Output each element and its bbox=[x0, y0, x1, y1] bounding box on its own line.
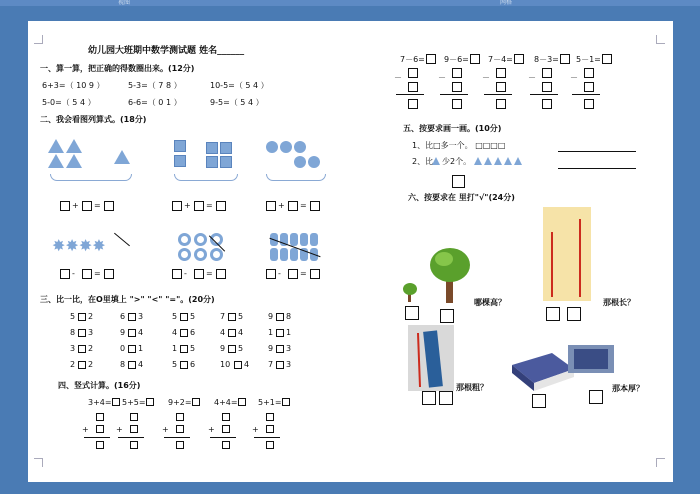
digit-box[interactable] bbox=[130, 425, 138, 433]
equation: 8－3= bbox=[534, 55, 559, 64]
equals-sign: = bbox=[300, 201, 307, 210]
star-icon: ✸✸✸✸ bbox=[52, 236, 106, 255]
compare-right: 5 bbox=[238, 312, 244, 321]
compare-box[interactable] bbox=[78, 313, 86, 321]
face-icon bbox=[294, 141, 306, 153]
compare-left: 9 bbox=[120, 328, 126, 337]
plus-sign: + bbox=[184, 201, 191, 210]
s1-item: 10-5=（ 5 4 ） bbox=[210, 81, 269, 90]
plus-sign: + bbox=[72, 201, 79, 210]
compare-box[interactable] bbox=[180, 329, 188, 337]
digit-box[interactable] bbox=[266, 413, 274, 421]
sum-line bbox=[84, 437, 110, 438]
digit-box[interactable] bbox=[496, 99, 506, 109]
digit-box[interactable] bbox=[496, 68, 506, 78]
digit-box[interactable] bbox=[222, 413, 230, 421]
equals-sign: = bbox=[300, 269, 307, 278]
minus-sign: - bbox=[72, 269, 75, 278]
equation: 3+4= bbox=[88, 398, 112, 407]
pens-illustration bbox=[408, 325, 454, 391]
pencils-illustration bbox=[543, 207, 591, 301]
q1-label: 哪棵高？ bbox=[474, 298, 506, 307]
face-icon bbox=[266, 141, 278, 153]
digit-box[interactable] bbox=[542, 99, 552, 109]
check-box[interactable] bbox=[439, 391, 453, 405]
triangle-icon bbox=[504, 157, 512, 165]
cylinder-icon bbox=[290, 248, 298, 261]
diff-line bbox=[530, 94, 558, 95]
compare-left: 5 bbox=[70, 312, 76, 321]
answer-box[interactable] bbox=[282, 398, 290, 406]
triangle-icon bbox=[48, 139, 64, 153]
check-box[interactable] bbox=[405, 306, 419, 320]
triangle-icon bbox=[484, 157, 492, 165]
answer-box[interactable] bbox=[266, 269, 276, 279]
compare-left: 4 bbox=[172, 328, 178, 337]
compare-left: 1 bbox=[268, 328, 274, 337]
compare-left: 8 bbox=[70, 328, 76, 337]
minus-sign: － bbox=[394, 73, 402, 82]
compare-box[interactable] bbox=[276, 361, 284, 369]
answer-box[interactable] bbox=[560, 54, 570, 64]
compare-right: 4 bbox=[244, 360, 250, 369]
check-box[interactable] bbox=[546, 307, 560, 321]
answer-box[interactable] bbox=[514, 54, 524, 64]
equals-sign: = bbox=[94, 269, 101, 278]
triangle-icon bbox=[48, 154, 64, 168]
block-icon bbox=[206, 142, 218, 154]
diff-line bbox=[440, 94, 468, 95]
face-icon bbox=[294, 156, 306, 168]
ribbon-label-left: 视图 bbox=[118, 0, 131, 6]
block-icon bbox=[206, 156, 218, 168]
equation: 5－1= bbox=[576, 55, 601, 64]
triangle-icon bbox=[66, 139, 82, 153]
compare-left: 0 bbox=[120, 344, 126, 353]
digit-box[interactable] bbox=[96, 413, 104, 421]
block-icon bbox=[174, 140, 186, 152]
compare-left: 4 bbox=[220, 328, 226, 337]
section-1-heading: 一、算一算，把正确的得数圈出来。(12分) bbox=[40, 64, 195, 73]
answer-box[interactable] bbox=[104, 269, 114, 279]
section-4-heading: 四、竖式计算。(16分) bbox=[58, 381, 141, 390]
block-icon bbox=[220, 156, 232, 168]
compare-box[interactable] bbox=[228, 345, 236, 353]
answer-box[interactable] bbox=[238, 398, 246, 406]
s1-item: 9-5=（ 5 4 ） bbox=[210, 98, 264, 107]
digit-box[interactable] bbox=[584, 99, 594, 109]
plus-sign: + bbox=[278, 201, 285, 210]
compare-left: 1 bbox=[172, 344, 178, 353]
sum-line bbox=[164, 437, 190, 438]
ribbon-strip bbox=[0, 0, 700, 6]
face-icon bbox=[280, 141, 292, 153]
compare-right: 4 bbox=[138, 360, 144, 369]
digit-box[interactable] bbox=[496, 82, 506, 92]
tree-illustration bbox=[400, 245, 470, 305]
minus-sign: - bbox=[184, 269, 187, 278]
digit-box[interactable] bbox=[584, 68, 594, 78]
group-brace bbox=[50, 174, 132, 181]
digit-box[interactable] bbox=[222, 441, 230, 449]
s1-item: 5-3=（ 7 8 ） bbox=[128, 81, 182, 90]
equation: 5+1= bbox=[258, 398, 282, 407]
s5-item-1: 1、比□多一个。 □□□□ bbox=[412, 141, 506, 150]
equals-sign: = bbox=[206, 201, 213, 210]
compare-box[interactable] bbox=[78, 361, 86, 369]
equation: 7－4= bbox=[488, 55, 513, 64]
check-box[interactable] bbox=[532, 394, 546, 408]
equation: 9+2= bbox=[168, 398, 192, 407]
compare-box[interactable] bbox=[180, 361, 188, 369]
answer-box[interactable] bbox=[60, 269, 70, 279]
section-5-heading: 五、按要求画一画。(10分) bbox=[403, 124, 502, 133]
answer-box[interactable] bbox=[470, 54, 480, 64]
cylinder-icon bbox=[280, 248, 288, 261]
crop-mark bbox=[34, 35, 43, 44]
digit-box[interactable] bbox=[266, 441, 274, 449]
block-icon bbox=[174, 155, 186, 167]
digit-box[interactable] bbox=[408, 68, 418, 78]
ring-icon bbox=[210, 248, 223, 261]
digit-box[interactable] bbox=[452, 82, 462, 92]
answer-box[interactable] bbox=[172, 269, 182, 279]
answer-box[interactable] bbox=[288, 201, 298, 211]
equals-sign: = bbox=[94, 201, 101, 210]
digit-box[interactable] bbox=[176, 413, 184, 421]
answer-box[interactable] bbox=[216, 269, 226, 279]
answer-box[interactable] bbox=[146, 398, 154, 406]
draw-line bbox=[558, 151, 636, 152]
equation: 9－6= bbox=[444, 55, 469, 64]
compare-left: 9 bbox=[268, 312, 274, 321]
cylinder-icon bbox=[300, 233, 308, 246]
compare-right: 2 bbox=[88, 344, 94, 353]
minus-sign: - bbox=[278, 269, 281, 278]
compare-right: 4 bbox=[138, 328, 144, 337]
digit-box[interactable] bbox=[130, 441, 138, 449]
section-3-heading: 三、比一比，在O里填上 ">" "<" "="。(20分) bbox=[40, 295, 215, 304]
equation: 7－6= bbox=[400, 55, 425, 64]
crop-mark bbox=[34, 458, 43, 467]
s5-item-2-tail: 少2个。 bbox=[442, 157, 472, 166]
answer-box[interactable] bbox=[266, 201, 276, 211]
draw-line bbox=[558, 168, 636, 169]
digit-box[interactable] bbox=[130, 413, 138, 421]
plus-sign: + bbox=[208, 425, 215, 434]
check-box[interactable] bbox=[567, 307, 581, 321]
crop-mark bbox=[656, 35, 665, 44]
check-box[interactable] bbox=[422, 391, 436, 405]
compare-right: 5 bbox=[238, 344, 244, 353]
q3-label: 那根粗？ bbox=[456, 383, 488, 392]
equation: 4+4= bbox=[214, 398, 238, 407]
triangle-icon bbox=[114, 150, 130, 164]
compare-right: 3 bbox=[138, 312, 144, 321]
compare-left: 3 bbox=[70, 344, 76, 353]
compare-left: 8 bbox=[120, 360, 126, 369]
compare-left: 6 bbox=[120, 312, 126, 321]
triangle-icon bbox=[66, 154, 82, 168]
plus-sign: + bbox=[162, 425, 169, 434]
q4-label: 那本厚？ bbox=[612, 384, 644, 393]
diff-line bbox=[484, 94, 512, 95]
answer-box[interactable] bbox=[288, 269, 298, 279]
compare-box[interactable] bbox=[78, 345, 86, 353]
s1-item: 6-6=（ 0 1 ） bbox=[128, 98, 182, 107]
check-box[interactable] bbox=[440, 309, 454, 323]
compare-right: 1 bbox=[138, 344, 144, 353]
check-box[interactable] bbox=[589, 390, 603, 404]
s5-item-2: 2、比 bbox=[412, 157, 434, 166]
compare-left: 9 bbox=[220, 344, 226, 353]
answer-box[interactable] bbox=[426, 54, 436, 64]
compare-left: 7 bbox=[220, 312, 226, 321]
face-icon bbox=[308, 156, 320, 168]
cylinder-icon bbox=[290, 233, 298, 246]
answer-box[interactable] bbox=[82, 269, 92, 279]
triangle-icon bbox=[432, 157, 440, 165]
triangle-icon bbox=[474, 157, 482, 165]
compare-box[interactable] bbox=[276, 345, 284, 353]
group-brace bbox=[266, 174, 326, 181]
compare-right: 4 bbox=[238, 328, 244, 337]
compare-box[interactable] bbox=[78, 329, 86, 337]
minus-sign: － bbox=[482, 73, 490, 82]
compare-box[interactable] bbox=[228, 329, 236, 337]
s1-item: 6+3=（ 10 9 ） bbox=[42, 81, 105, 90]
compare-box[interactable] bbox=[276, 313, 284, 321]
compare-right: 6 bbox=[190, 360, 196, 369]
triangle-icon bbox=[514, 157, 522, 165]
compare-box[interactable] bbox=[228, 313, 236, 321]
digit-box[interactable] bbox=[222, 425, 230, 433]
compare-left: 5 bbox=[172, 360, 178, 369]
compare-box[interactable] bbox=[180, 313, 188, 321]
answer-box[interactable] bbox=[194, 201, 204, 211]
compare-right: 5 bbox=[190, 312, 196, 321]
answer-box[interactable] bbox=[104, 201, 114, 211]
compare-left: 9 bbox=[268, 344, 274, 353]
answer-box[interactable] bbox=[82, 201, 92, 211]
compare-box[interactable] bbox=[128, 361, 136, 369]
ring-icon bbox=[194, 233, 207, 246]
sum-line bbox=[254, 437, 280, 438]
equals-sign: = bbox=[206, 269, 213, 278]
cylinder-icon bbox=[270, 248, 278, 261]
compare-right: 6 bbox=[190, 328, 196, 337]
answer-box[interactable] bbox=[192, 398, 200, 406]
compare-box[interactable] bbox=[180, 345, 188, 353]
block-icon bbox=[220, 142, 232, 154]
digit-box[interactable] bbox=[584, 82, 594, 92]
digit-box[interactable] bbox=[542, 82, 552, 92]
plus-sign: + bbox=[252, 425, 259, 434]
digit-box[interactable] bbox=[96, 425, 104, 433]
ribbon-label-right: 网格 bbox=[500, 0, 513, 6]
sum-line bbox=[118, 437, 144, 438]
ring-icon bbox=[194, 248, 207, 261]
compare-right: 2 bbox=[88, 360, 94, 369]
answer-box[interactable] bbox=[310, 201, 320, 211]
minus-sign: － bbox=[528, 73, 536, 82]
compare-box[interactable] bbox=[234, 361, 242, 369]
compare-right: 1 bbox=[286, 328, 292, 337]
compare-box[interactable] bbox=[128, 313, 136, 321]
compare-left: 2 bbox=[70, 360, 76, 369]
group-brace bbox=[174, 174, 238, 181]
sum-line bbox=[210, 437, 236, 438]
diff-line bbox=[572, 94, 600, 95]
minus-sign: － bbox=[570, 73, 578, 82]
compare-left: 5 bbox=[172, 312, 178, 321]
compare-right: 3 bbox=[88, 328, 94, 337]
compare-left: 10 bbox=[220, 360, 231, 369]
answer-box[interactable] bbox=[216, 201, 226, 211]
triangle-icon bbox=[494, 157, 502, 165]
ring-icon bbox=[178, 233, 191, 246]
cross-out-line bbox=[114, 233, 130, 247]
ring-icon bbox=[178, 248, 191, 261]
digit-box[interactable] bbox=[266, 425, 274, 433]
books-illustration bbox=[512, 345, 616, 391]
compare-right: 8 bbox=[286, 312, 292, 321]
draw-box[interactable] bbox=[452, 175, 465, 188]
compare-box[interactable] bbox=[128, 329, 136, 337]
digit-box[interactable] bbox=[542, 68, 552, 78]
document-page bbox=[28, 21, 673, 482]
crop-mark bbox=[656, 458, 665, 467]
page-title: 幼儿园大班期中数学测试题 姓名______ bbox=[88, 46, 245, 56]
digit-box[interactable] bbox=[452, 99, 462, 109]
digit-box[interactable] bbox=[176, 425, 184, 433]
compare-box[interactable] bbox=[276, 329, 284, 337]
plus-sign: + bbox=[116, 425, 123, 434]
compare-right: 3 bbox=[286, 360, 292, 369]
compare-left: 7 bbox=[268, 360, 274, 369]
answer-box[interactable] bbox=[172, 201, 182, 211]
s1-item: 5-0=（ 5 4 ） bbox=[42, 98, 96, 107]
section-2-heading: 二、我会看图列算式。(18分) bbox=[40, 115, 147, 124]
section-6-heading: 六、按要求在 里打"√"(24分) bbox=[408, 193, 515, 202]
diff-line bbox=[396, 94, 424, 95]
digit-box[interactable] bbox=[408, 99, 418, 109]
minus-sign: － bbox=[438, 73, 446, 82]
answer-box[interactable] bbox=[60, 201, 70, 211]
digit-box[interactable] bbox=[408, 82, 418, 92]
digit-box[interactable] bbox=[452, 68, 462, 78]
equation: 5+5= bbox=[122, 398, 146, 407]
answer-box[interactable] bbox=[194, 269, 204, 279]
q2-label: 那根长？ bbox=[603, 298, 635, 307]
answer-box[interactable] bbox=[602, 54, 612, 64]
compare-right: 3 bbox=[286, 344, 292, 353]
answer-box[interactable] bbox=[310, 269, 320, 279]
cylinder-icon bbox=[310, 233, 318, 246]
answer-box[interactable] bbox=[112, 398, 120, 406]
compare-box[interactable] bbox=[128, 345, 136, 353]
digit-box[interactable] bbox=[96, 441, 104, 449]
compare-right: 5 bbox=[190, 344, 196, 353]
compare-right: 2 bbox=[88, 312, 94, 321]
plus-sign: + bbox=[82, 425, 89, 434]
digit-box[interactable] bbox=[176, 441, 184, 449]
